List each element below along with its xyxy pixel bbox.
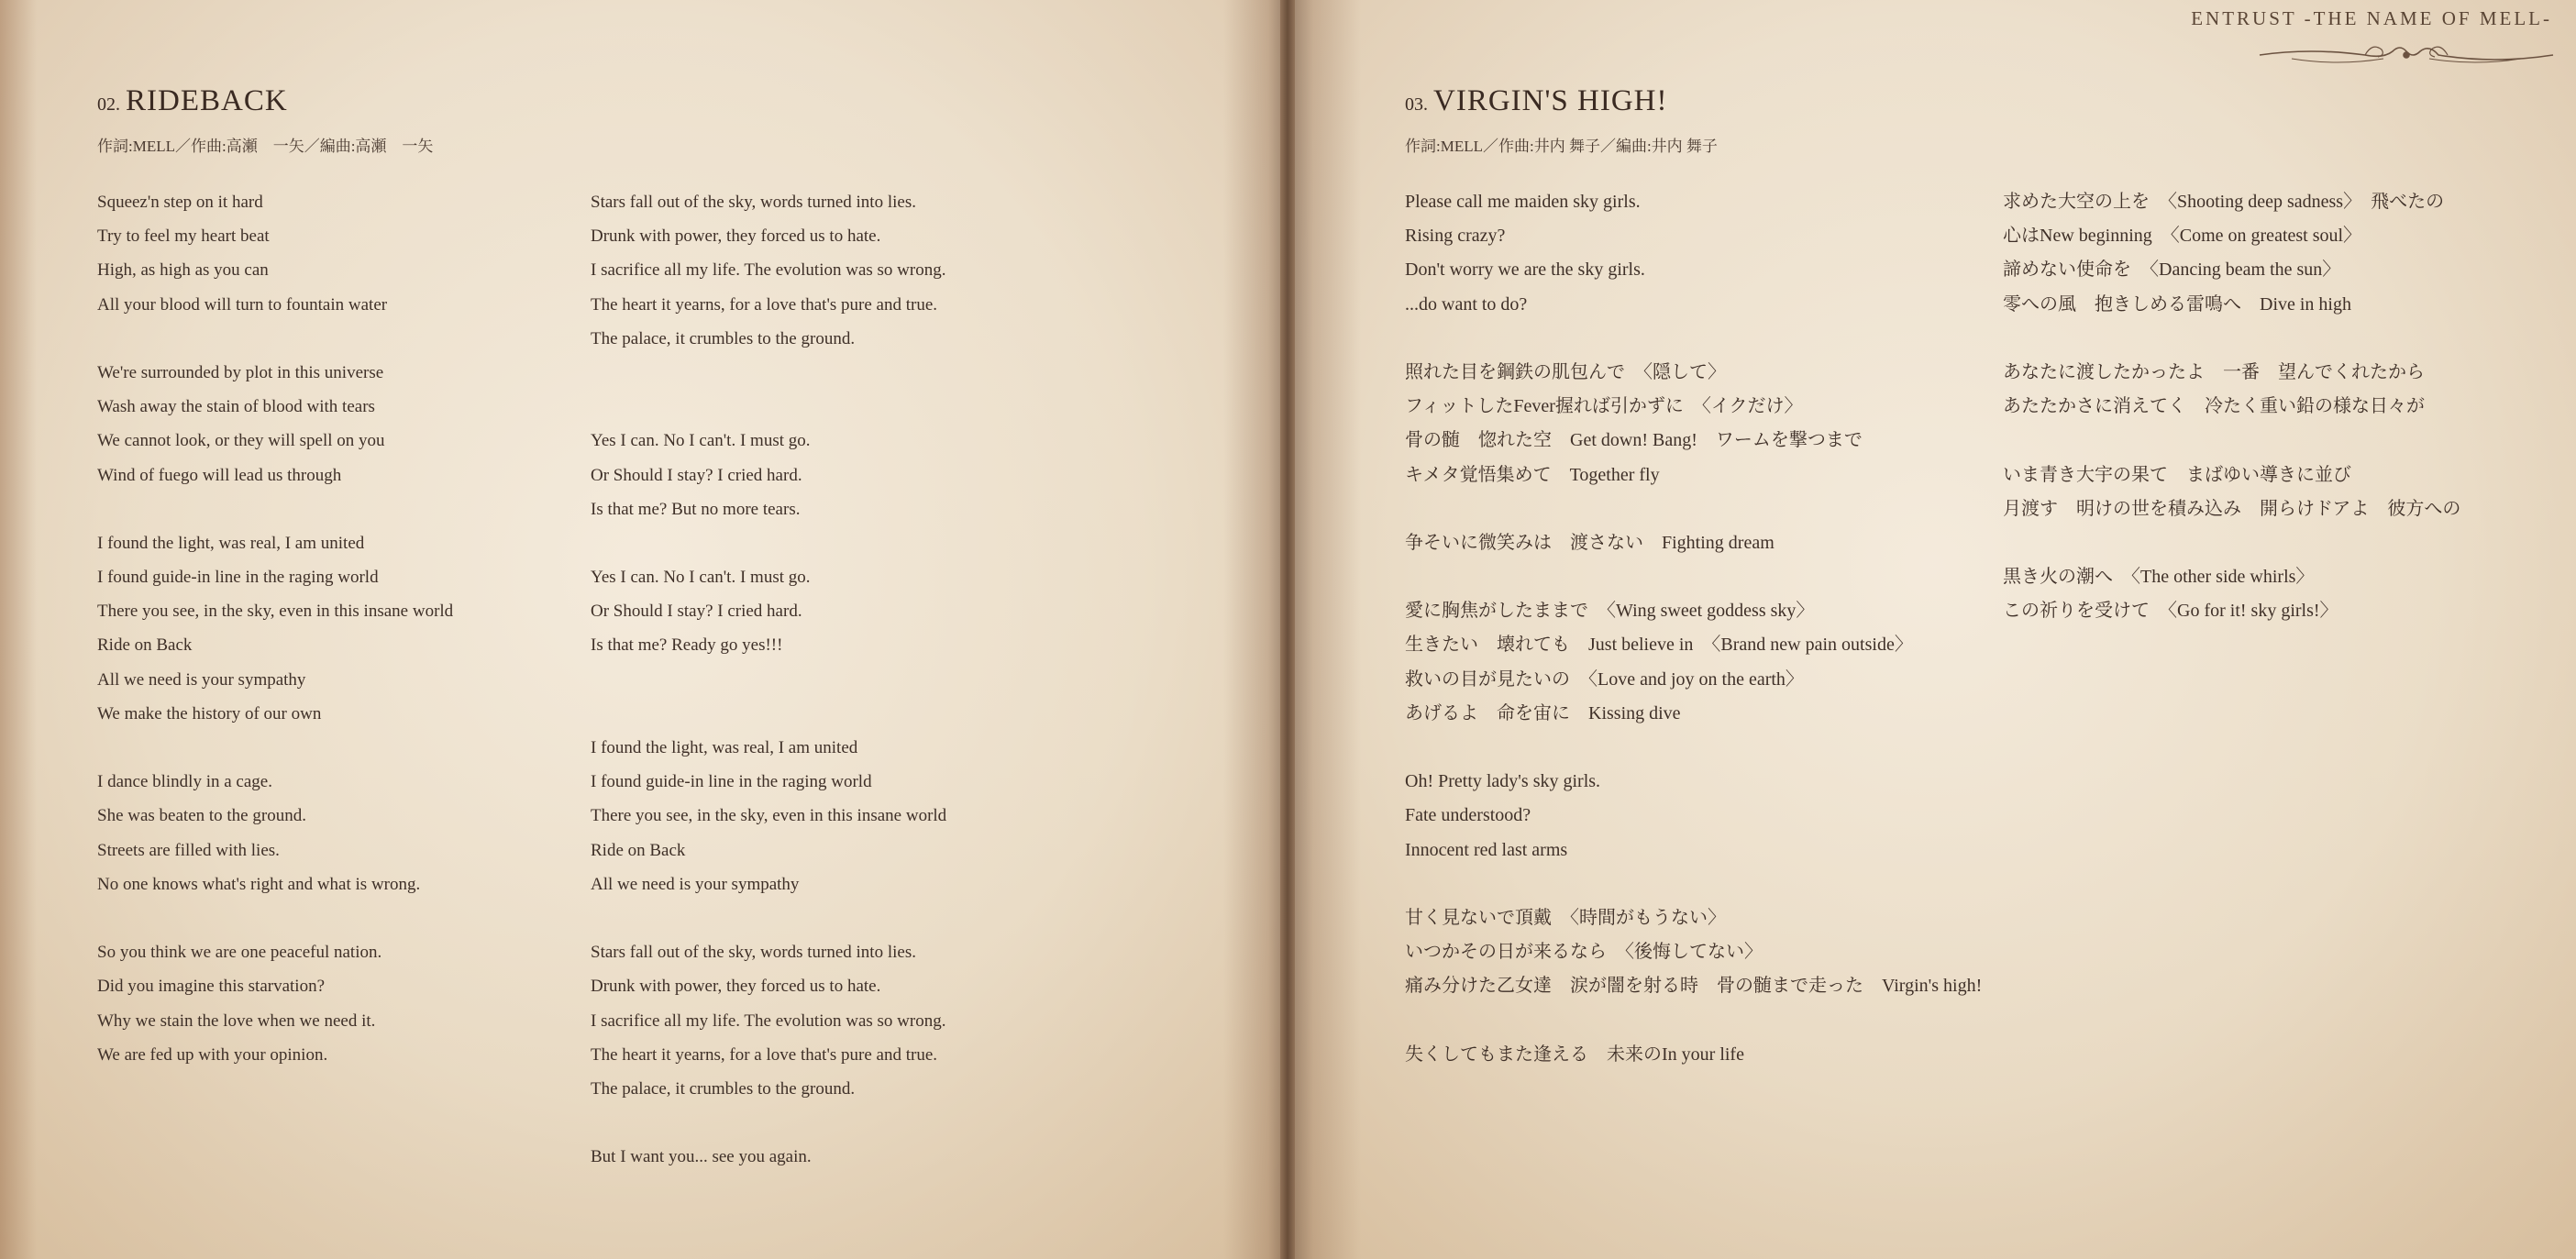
lyric-line: Innocent red last arms bbox=[1405, 839, 1568, 860]
lyric-line bbox=[97, 901, 453, 935]
lyric-line: Ride on Back bbox=[97, 635, 193, 656]
lyric-line: There you see, in the sky, even in this insane world bbox=[591, 806, 947, 826]
lyric-line: Fate understood? bbox=[1405, 805, 1531, 826]
song-number: 03. bbox=[1405, 94, 1428, 115]
lyric-line: The palace, it crumbles to the ground. bbox=[591, 328, 856, 348]
song-title-rideback bbox=[97, 84, 288, 118]
lyric-line: この祈りを受けて 〈Go for it! sky girls!〉 bbox=[2003, 601, 2338, 622]
lyric-line: 愛に胸焦がしたままで 〈Wing sweet goddess sky〉 bbox=[1405, 601, 1815, 622]
lyric-line bbox=[2003, 526, 2460, 560]
lyric-line: Or Should I stay? I cried hard. bbox=[591, 465, 802, 485]
lyric-line: 失くしてもまた逢える 未来のIn your life bbox=[1405, 1044, 1744, 1065]
song-credits: 作詞:MELL／作曲:高瀬 一矢／編曲:高瀬 一矢 bbox=[97, 138, 434, 155]
lyric-line: 黒き火の潮へ 〈The other side whirls〉 bbox=[2003, 567, 2315, 588]
lyric-line: She was beaten to the ground. bbox=[97, 806, 306, 826]
lyric-line: No one knows what's right and what is wrong. bbox=[97, 874, 421, 894]
lyric-line bbox=[1405, 322, 1982, 356]
lyric-line: Is that me? Ready go yes!!! bbox=[591, 635, 783, 656]
lyric-line: 救いの目が見たいの 〈Love and joy on the earth〉 bbox=[1405, 668, 1804, 690]
song-title-text: RIDEBACK bbox=[126, 84, 288, 117]
lyric-line: Please call me maiden sky girls. bbox=[1405, 192, 1641, 212]
lyric-line: Ride on Back bbox=[591, 840, 686, 860]
lyric-line: We're surrounded by plot in this universe bbox=[97, 362, 384, 382]
lyrics-column-2 bbox=[2003, 185, 2460, 628]
lyrics-column-1 bbox=[1405, 185, 1982, 1072]
lyric-line bbox=[1405, 731, 1982, 765]
lyric-line: All your blood will turn to fountain water bbox=[97, 294, 388, 315]
lyric-line: Drunk with power, they forced us to hate. bbox=[591, 226, 881, 247]
lyric-line: Drunk with power, they forced us to hate. bbox=[591, 977, 881, 997]
lyric-line: いつかその日が来るなら 〈後悔してない〉 bbox=[1405, 942, 1763, 963]
lyric-line bbox=[1405, 867, 1982, 901]
lyric-line: Yes I can. No I can't. I must go. bbox=[591, 568, 811, 588]
lyric-line: I found the light, was real, I am united bbox=[591, 738, 858, 757]
lyric-line bbox=[2003, 424, 2460, 458]
lyric-line: I found the light, was real, I am united bbox=[97, 533, 365, 553]
right-page bbox=[1288, 0, 2576, 1259]
lyric-line: Streets are filled with lies. bbox=[97, 840, 280, 860]
lyric-line: I sacrifice all my life. The evolution was so wrong. bbox=[591, 260, 946, 281]
lyric-line: Stars fall out of the sky, words turned into lies. bbox=[591, 193, 916, 212]
lyric-line: Stars fall out of the sky, words turned into lies. bbox=[591, 943, 916, 963]
lyric-line bbox=[591, 697, 946, 731]
song-title-text: VIRGIN'S HIGH! bbox=[1433, 84, 1668, 117]
lyrics-column-2 bbox=[591, 185, 946, 1174]
lyric-line bbox=[1405, 560, 1982, 594]
lyric-line: Wind of fuego will lead us through bbox=[97, 465, 342, 485]
lyric-line: Squeez'n step on it hard bbox=[97, 193, 263, 212]
lyric-line bbox=[591, 901, 946, 935]
lyric-line: Oh! Pretty lady's sky girls. bbox=[1405, 771, 1601, 792]
song-title-virgins-high bbox=[1405, 84, 1668, 118]
lyric-line: Rising crazy? bbox=[1405, 226, 1506, 247]
lyric-line: Yes I can. No I can't. I must go. bbox=[591, 431, 811, 451]
lyric-line: So you think we are one peaceful nation. bbox=[97, 943, 382, 963]
lyric-line: Wash away the stain of blood with tears bbox=[97, 397, 375, 417]
book-spine bbox=[1280, 0, 1295, 1259]
lyric-line: 骨の髄 惚れた空 Get down! Bang! ワームを撃つまで bbox=[1405, 430, 1863, 451]
lyric-line bbox=[97, 322, 453, 356]
lyric-line: I dance blindly in a cage. bbox=[97, 772, 272, 792]
lyric-line: Did you imagine this starvation? bbox=[97, 977, 326, 997]
lyric-line: Why we stain the love when we need it. bbox=[97, 1011, 376, 1031]
lyric-line bbox=[591, 356, 946, 390]
lyric-line bbox=[2003, 322, 2460, 356]
lyric-line bbox=[591, 1106, 946, 1140]
lyric-line: But I want you... see you again. bbox=[591, 1147, 812, 1167]
lyric-line: High, as high as you can bbox=[97, 260, 269, 281]
lyric-line: I sacrifice all my life. The evolution was so wrong. bbox=[591, 1011, 946, 1031]
lyric-line: I found guide-in line in the raging world bbox=[591, 772, 872, 792]
song-number: 02. bbox=[97, 94, 120, 115]
lyric-line: 照れた目を鋼鉄の肌包んで 〈隠して〉 bbox=[1405, 361, 1726, 382]
lyric-line: いま青き大宇の果て まばゆい導きに並び bbox=[2003, 464, 2351, 485]
lyric-line: 月渡す 明けの世を積み込み 開らけドアよ 彼方への bbox=[2003, 498, 2461, 519]
lyric-line bbox=[591, 526, 946, 560]
lyric-line: 心はNew beginning 〈Come on greatest soul〉 bbox=[2003, 226, 2362, 247]
lyric-line: Or Should I stay? I cried hard. bbox=[591, 602, 802, 622]
lyric-line: Is that me? But no more tears. bbox=[591, 499, 801, 519]
lyric-line: 求めた大空の上を 〈Shooting deep sadness〉 飛べたの bbox=[2003, 192, 2445, 212]
lyric-line: ...do want to do? bbox=[1405, 293, 1528, 315]
lyric-line: All we need is your sympathy bbox=[591, 874, 800, 894]
lyrics-column-1 bbox=[97, 185, 453, 1072]
lyric-line: フィットしたFever握れば引かずに 〈イクだけ〉 bbox=[1405, 396, 1803, 417]
lyric-line: キメタ覚悟集めて Together fly bbox=[1405, 464, 1660, 485]
lyric-line: We are fed up with your opinion. bbox=[97, 1044, 328, 1065]
lyric-line bbox=[1405, 492, 1982, 526]
lyric-line: All we need is your sympathy bbox=[97, 669, 306, 690]
lyric-line bbox=[591, 390, 946, 424]
lyric-line: あげるよ 命を宙に Kissing dive bbox=[1405, 702, 1681, 723]
lyric-line: あたたかさに消えてく 冷たく重い鉛の様な日々が bbox=[2003, 396, 2425, 417]
lyric-line: The heart it yearns, for a love that's pure and true. bbox=[591, 1044, 937, 1065]
lyric-line: The heart it yearns, for a love that's pure and true. bbox=[591, 294, 937, 315]
lyric-line: The palace, it crumbles to the ground. bbox=[591, 1078, 856, 1099]
page-edge-stain bbox=[0, 0, 37, 1259]
lyric-line: 甘く見ないで頂戴 〈時間がもうない〉 bbox=[1405, 907, 1726, 928]
lyric-line: We cannot look, or they will spell on you bbox=[97, 431, 385, 451]
lyric-line: We make the history of our own bbox=[97, 703, 322, 723]
album-brand-header: ENTRUST -THE NAME OF MELL- bbox=[2191, 7, 2552, 29]
lyric-line: 争そいに微笑みは 渡さない Fighting dream bbox=[1405, 532, 1774, 553]
lyric-line: あなたに渡したかったよ 一番 望んでくれたから bbox=[2003, 361, 2425, 382]
lyric-line: 零への風 抱きしめる雷鳴へ Dive in high bbox=[2003, 293, 2351, 315]
flourish-ornament-icon bbox=[2255, 39, 2558, 72]
lyric-line: I found guide-in line in the raging world bbox=[97, 568, 379, 588]
lyric-line bbox=[97, 492, 453, 526]
lyric-line bbox=[1405, 1004, 1982, 1038]
song-credits: 作詞:MELL／作曲:井内 舞子／編曲:井内 舞子 bbox=[1405, 138, 1718, 155]
lyric-line bbox=[97, 731, 453, 765]
lyric-line: Try to feel my heart beat bbox=[97, 226, 270, 247]
lyric-line bbox=[591, 663, 946, 697]
lyric-line: Don't worry we are the sky girls. bbox=[1405, 260, 1645, 281]
lyric-line: There you see, in the sky, even in this insane world bbox=[97, 602, 454, 622]
lyric-line: 生きたい 壊れても Just believe in 〈Brand new pain outside〉 bbox=[1405, 635, 1913, 656]
lyric-line: 諦めない使命を 〈Dancing beam the sun〉 bbox=[2003, 260, 2341, 281]
lyric-line: 痛み分けた乙女達 涙が闇を射る時 骨の髄まで走った Virgin's high! bbox=[1405, 976, 1983, 997]
